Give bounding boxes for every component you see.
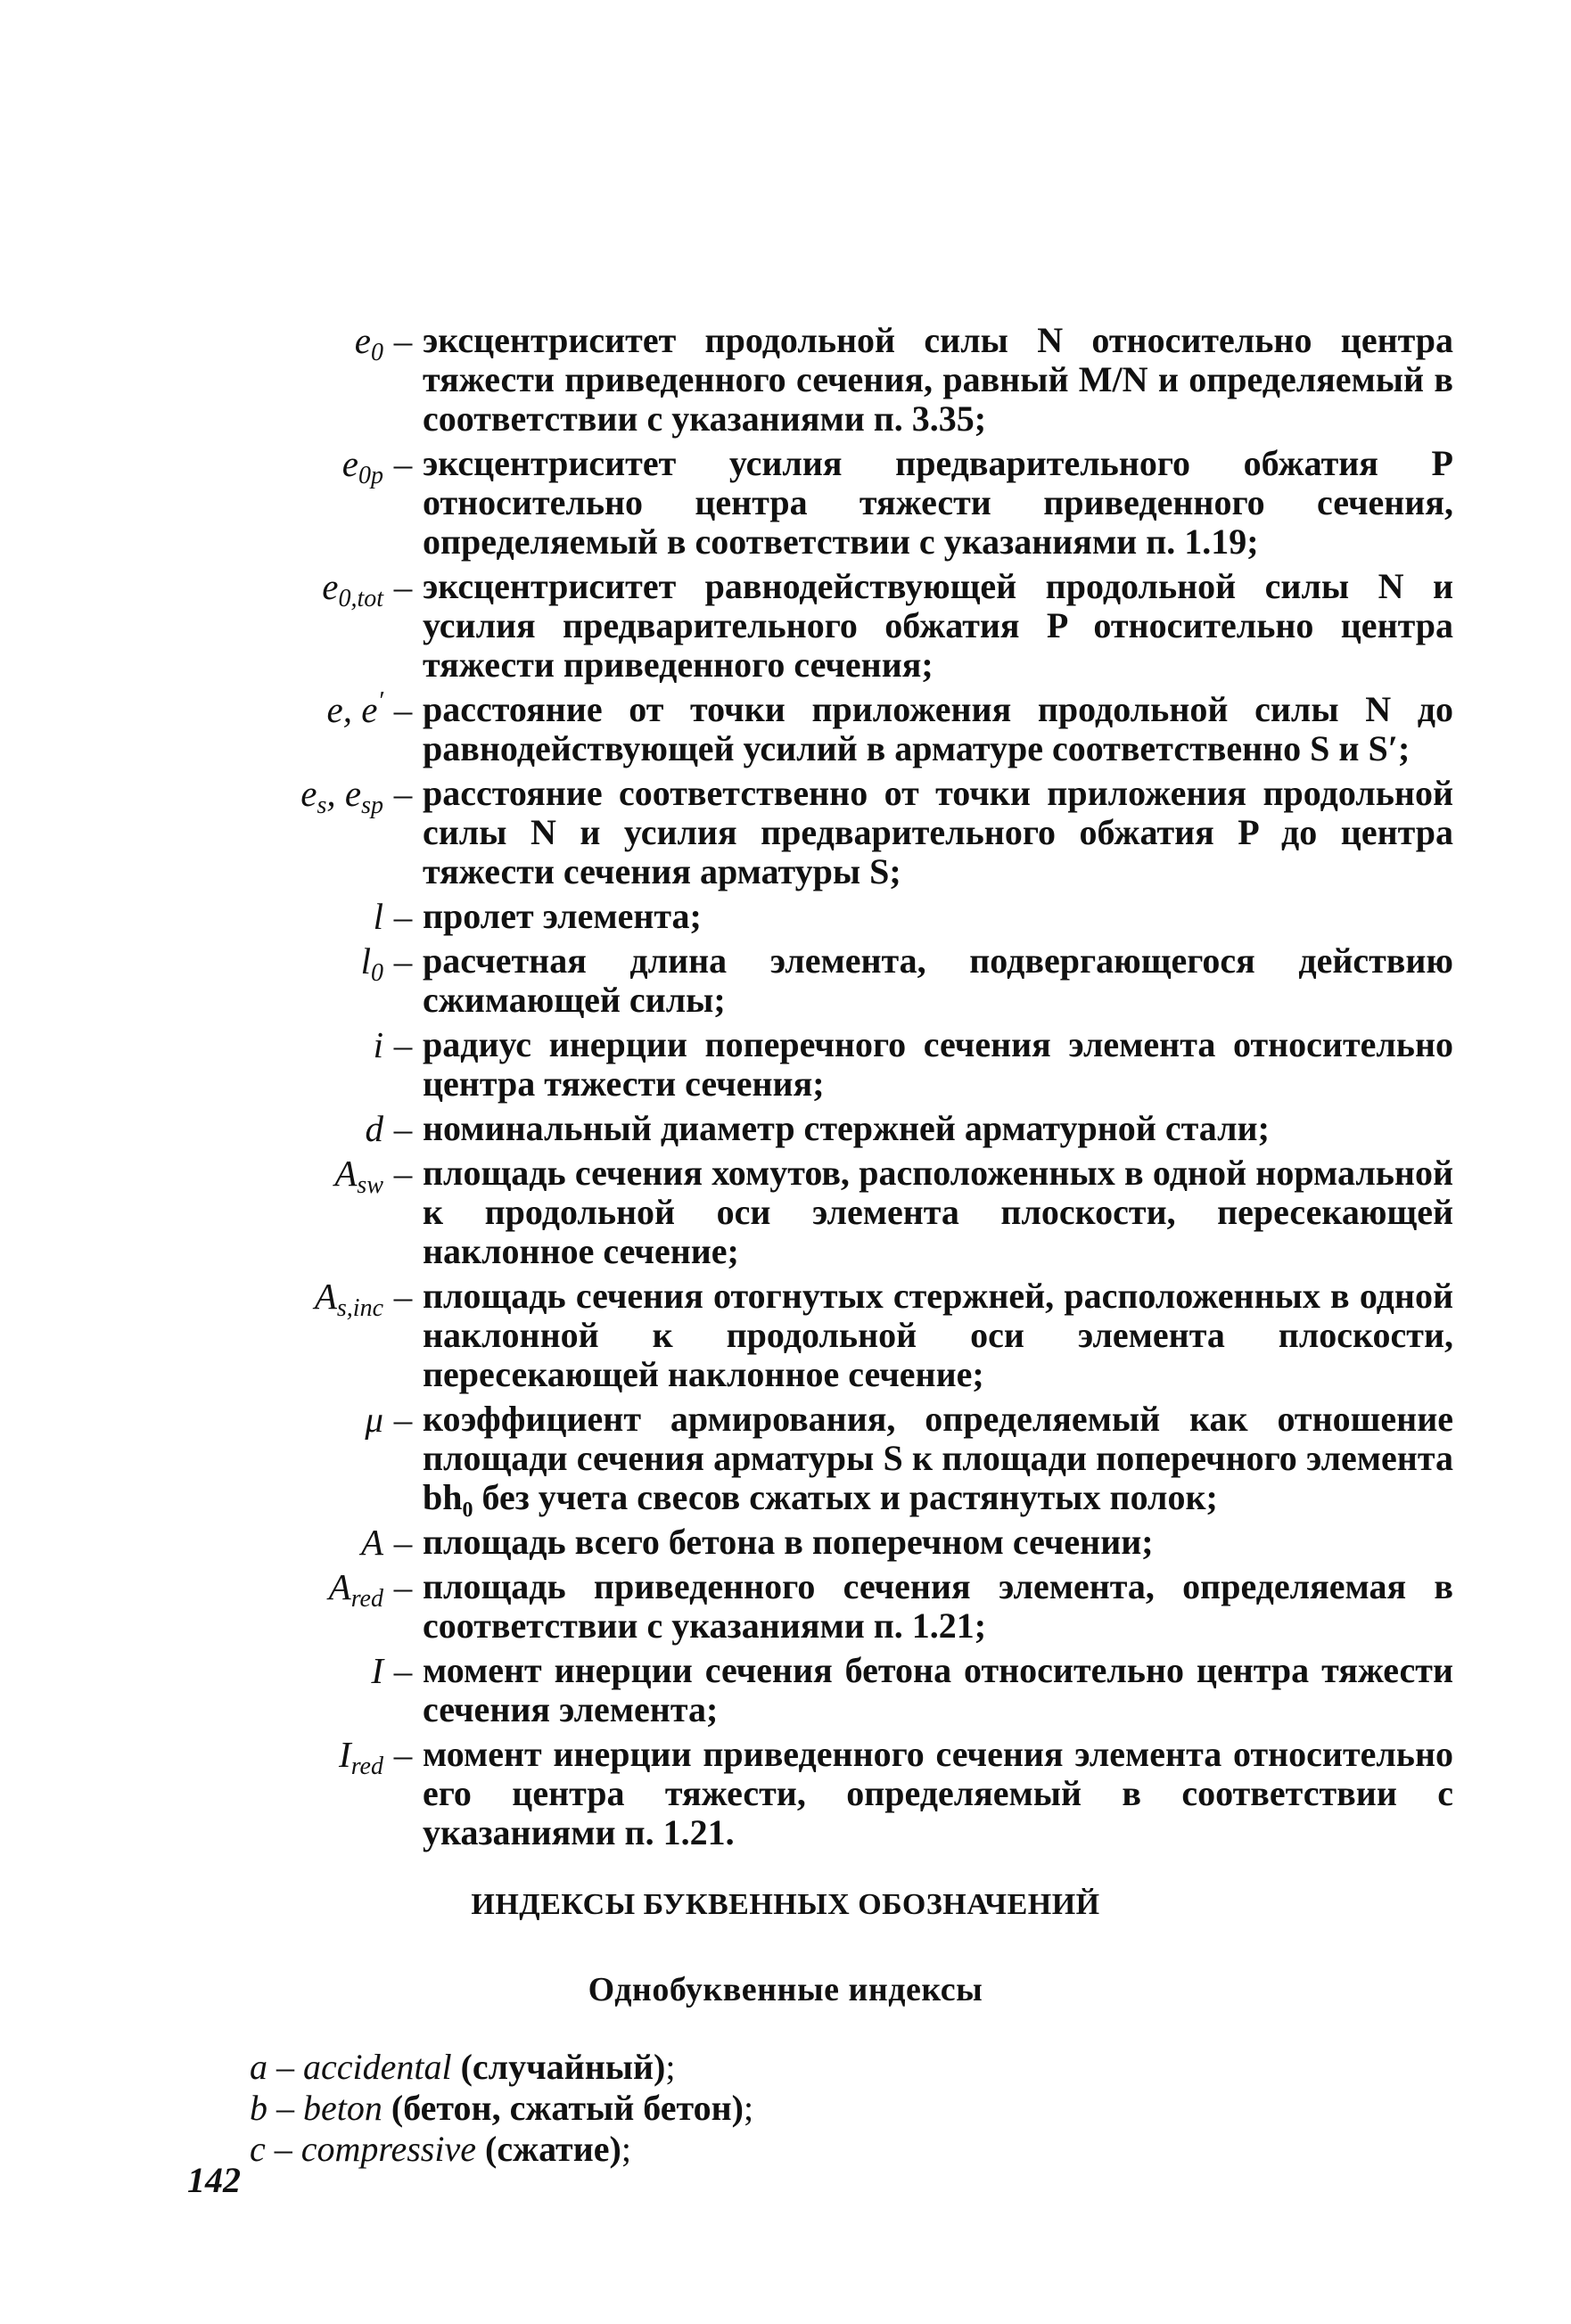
definition-row: [205, 1400, 1453, 1517]
definition-dash: –: [393, 1399, 413, 1440]
definition-row: [205, 321, 1453, 439]
definition-dash: –: [393, 896, 413, 937]
definition-symbol: [205, 897, 383, 936]
definition-text: площадь сечения хомутов, расположенных в одной нормальной к продольной оси элемента плоскости, пересекающей наклонное сечение;: [423, 1153, 1453, 1271]
symbol-letter: i: [373, 1024, 383, 1065]
definition-symbol: [205, 1109, 383, 1148]
definition-row: [205, 1109, 1453, 1148]
definition-row: [205, 1567, 1453, 1646]
symbol-letter: e: [344, 773, 362, 814]
index-list: [250, 2047, 753, 2170]
symbol-subscript: red: [350, 1585, 383, 1613]
index-letter: a: [250, 2047, 267, 2087]
definition-symbol: [205, 1734, 383, 1780]
definition-row: [205, 1025, 1453, 1104]
index-gloss: (бетон, сжатый бетон): [391, 2088, 744, 2128]
definition-row: [205, 1154, 1453, 1271]
definition-text: эксцентриситет равнодействующей продольной силы N и усилия предварительного обжатия P относительно центра тяжести приведенного сечения;: [423, 566, 1453, 685]
index-letter: c: [250, 2129, 266, 2169]
symbol-superscript: ′: [377, 686, 383, 716]
symbol-subscript: 0: [371, 959, 383, 987]
definition-row: [205, 941, 1453, 1020]
symbol-subscript: s,inc: [336, 1294, 383, 1322]
definition-symbol: [205, 1153, 383, 1199]
definition-text: номинальный диаметр стержней арматурной стали;: [423, 1108, 1270, 1148]
definitions-list: [205, 321, 1453, 1858]
symbol-letter: e: [322, 566, 339, 607]
definition-dash: –: [393, 1566, 413, 1607]
symbol-letter: l: [360, 940, 371, 981]
index-gloss: (случайный): [460, 2047, 666, 2087]
definition-dash: –: [393, 1024, 413, 1065]
symbol-letter: d: [365, 1108, 383, 1149]
symbol-letter: e: [341, 443, 358, 484]
symbol-subscript: sp: [361, 792, 383, 819]
symbol-letter: e: [300, 773, 317, 814]
page-number: 142: [187, 2160, 241, 2200]
subsection-title: Однобуквенные индексы: [588, 1971, 983, 2008]
index-item: [250, 2088, 753, 2129]
definition-dash: –: [393, 689, 413, 730]
definition-row: [205, 774, 1453, 891]
index-item: [250, 2129, 753, 2170]
symbol-letter: I: [371, 1650, 383, 1691]
definition-symbol: [205, 1276, 383, 1322]
definition-row: [205, 1651, 1453, 1729]
definition-text: расстояние соответственно от точки приложения продольной силы N и усилия предварительного обжатия P до центра тяжести сечения арматуры S;: [423, 773, 1453, 891]
definition-row: [205, 897, 1453, 936]
definition-symbol: [205, 940, 383, 987]
definition-text: момент инерции приведенного сечения элемента относительно его центра тяжести, определяемый в соответствии с указаниями п. 1.21.: [423, 1734, 1453, 1852]
index-term: accidental: [303, 2047, 452, 2087]
definition-symbol: [205, 566, 383, 612]
definition-row: [205, 444, 1453, 562]
definition-dash: –: [393, 940, 413, 981]
definition-dash: –: [393, 443, 413, 484]
definition-row: [205, 1523, 1453, 1562]
definition-dash: –: [393, 320, 413, 361]
definition-text: расстояние от точки приложения продольной силы N до равнодействующей усилий в арматуре соответственно S и S′;: [423, 689, 1453, 768]
index-gloss: (сжатие): [485, 2129, 621, 2169]
index-end: ;: [621, 2129, 631, 2169]
definition-dash: –: [393, 566, 413, 607]
definition-dash: –: [393, 1153, 413, 1194]
definition-text: эксцентриситет продольной силы N относительно центра тяжести приведенного сечения, равный M/N и определяемый в соответствии с указаниями п. 3.35;: [423, 320, 1453, 439]
index-end: ;: [665, 2047, 676, 2087]
index-dash: –: [276, 2088, 294, 2128]
definition-symbol: [205, 1566, 383, 1613]
symbol-separator: ,: [342, 689, 362, 730]
definition-symbol: [205, 773, 383, 819]
definition-text: площадь всего бетона в поперечном сечении;: [423, 1522, 1154, 1562]
definition-text: площадь сечения отогнутых стержней, расположенных в одной наклонной к продольной оси элемента плоскости, пересекающей наклонное сечение;: [423, 1276, 1453, 1394]
symbol-letter: A: [334, 1153, 358, 1194]
definition-symbol: [205, 443, 383, 489]
index-term: compressive: [300, 2129, 476, 2169]
symbol-separator: ,: [326, 773, 345, 814]
symbol-letter: e: [326, 689, 343, 730]
definition-dash: –: [393, 1108, 413, 1149]
definition-symbol: [205, 686, 383, 730]
symbol-subscript: sw: [357, 1171, 383, 1199]
definition-text: момент инерции сечения бетона относительно центра тяжести сечения элемента;: [423, 1650, 1453, 1729]
definition-symbol: [205, 320, 383, 366]
symbol-subscript: red: [350, 1753, 383, 1780]
symbol-subscript: 0: [371, 339, 383, 366]
index-letter: b: [250, 2088, 267, 2128]
definition-dash: –: [393, 1276, 413, 1317]
definition-text: коэффициент армирования, определяемый как отношение площади сечения арматуры S к площади поперечного элемента bh₀ без учета свесов сжатых и растянутых полок;: [423, 1399, 1453, 1517]
symbol-letter: A: [360, 1522, 383, 1563]
definition-text: площадь приведенного сечения элемента, определяемая в соответствии с указаниями п. 1.21;: [423, 1566, 1453, 1646]
definition-symbol: [205, 1025, 383, 1064]
definition-symbol: [205, 1651, 383, 1690]
definition-row: [205, 1277, 1453, 1394]
index-item: [250, 2047, 753, 2088]
definition-row: [205, 1735, 1453, 1852]
index-term: beton: [303, 2088, 382, 2128]
definition-dash: –: [393, 1734, 413, 1775]
symbol-letter: e: [354, 320, 371, 361]
symbol-letter: A: [314, 1276, 337, 1317]
section-title: ИНДЕКСЫ БУКВЕННЫХ ОБОЗНАЧЕНИЙ: [471, 1888, 1100, 1921]
symbol-subscript: 0,tot: [338, 585, 383, 612]
symbol-letter: μ: [365, 1399, 383, 1440]
definition-dash: –: [393, 1522, 413, 1563]
symbol-letter: e: [361, 689, 378, 730]
definition-symbol: [205, 1523, 383, 1562]
index-end: ;: [743, 2088, 754, 2128]
symbol-subscript: s: [317, 792, 327, 819]
symbol-subscript: 0p: [358, 462, 383, 489]
definition-text: радиус инерции поперечного сечения элемента относительно центра тяжести сечения;: [423, 1024, 1453, 1104]
definition-row: [205, 567, 1453, 685]
symbol-letter: l: [373, 896, 383, 937]
definition-dash: –: [393, 1650, 413, 1691]
symbol-letter: A: [328, 1566, 351, 1607]
index-dash: –: [274, 2129, 292, 2169]
symbol-letter: I: [339, 1734, 351, 1775]
definition-text: расчетная длина элемента, подвергающегося действию сжимающей силы;: [423, 940, 1453, 1020]
index-dash: –: [276, 2047, 294, 2087]
definition-symbol: [205, 1400, 383, 1439]
definition-dash: –: [393, 773, 413, 814]
definition-text: эксцентриситет усилия предварительного обжатия P относительно центра тяжести приведенного сечения, определяемый в соответствии с указаниями п. 1.19;: [423, 443, 1453, 562]
definition-text: пролет элемента;: [423, 896, 702, 936]
definition-row: [205, 686, 1453, 768]
